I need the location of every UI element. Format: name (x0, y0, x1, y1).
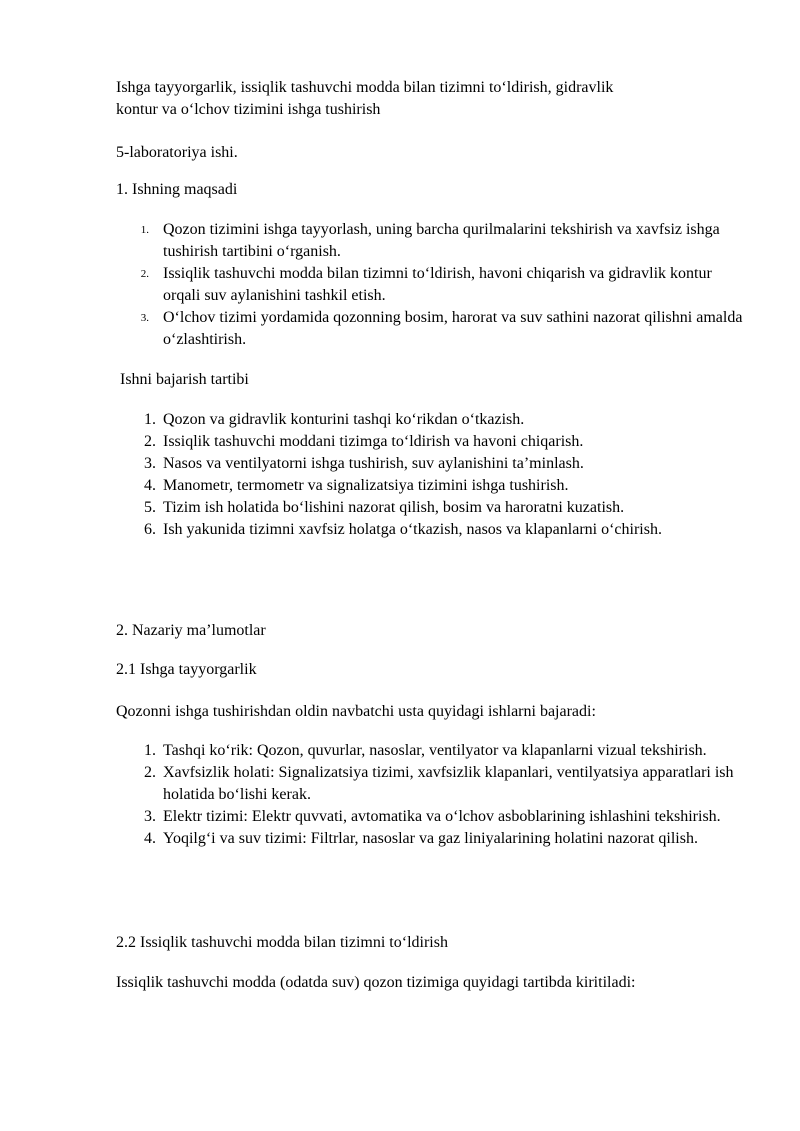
section-1-heading: 1. Ishning maqsadi (116, 181, 238, 198)
list-item-text: Issiqlik tashuvchi modda bilan tizimni to‘ldirish, havoni chiqarish va gidravlik kontur orqali suv aylanishini tashkil etish. (163, 265, 712, 304)
document-title-line-2: kontur va o‘lchov tizimini ishga tushirish (116, 101, 381, 118)
list-item-text: Issiqlik tashuvchi moddani tizimga to‘ldirish va havoni chiqarish. (163, 433, 584, 450)
list-item-text: Elektr tizimi: Elektr quvvati, avtomatika va o‘lchov asboblarining ishlashini tekshirish. (163, 808, 721, 825)
list-item-number: 4. (144, 830, 156, 847)
list-item (116, 497, 746, 519)
list-item-text: Manometr, termometr va signalizatsiya tizimini ishga tushirish. (163, 477, 569, 494)
list-item-number: 2. (140, 268, 149, 280)
list-item (116, 307, 746, 351)
list-item-text: Xavfsizlik holati: Signalizatsiya tizimi, xavfsizlik klapanlari, ventilyatsiya apparatlari ish holatida bo‘lishi kerak. (163, 764, 734, 803)
list-item-number: 1. (140, 224, 149, 236)
list-item (116, 453, 746, 475)
section-2-1-intro: Qozonni ishga tushirishdan oldin navbatchi usta quyidagi ishlarni bajaradi: (116, 703, 596, 720)
procedure-list (116, 409, 746, 541)
list-item-text: Ish yakunida tizimni xavfsiz holatga o‘tkazish, nasos va klapanlarni o‘chirish. (163, 521, 662, 538)
document-title (116, 77, 746, 121)
list-item (116, 806, 746, 828)
list-item-number: 3. (140, 312, 149, 324)
list-item-text: Tashqi ko‘rik: Qozon, quvurlar, nasoslar, ventilyator va klapanlarni vizual tekshirish. (163, 742, 707, 759)
list-item (116, 519, 746, 541)
list-item (116, 219, 746, 263)
procedure-heading: Ishni bajarish tartibi (116, 371, 249, 388)
section-2-2-heading: 2.2 Issiqlik tashuvchi modda bilan tizimni to‘ldirish (116, 934, 448, 951)
goals-list (116, 219, 746, 351)
list-item-number: 1. (144, 411, 156, 428)
list-item (116, 762, 746, 806)
list-item-number: 6. (144, 521, 156, 538)
list-item (116, 409, 746, 431)
list-item (116, 475, 746, 497)
list-item-text: Yoqilg‘i va suv tizimi: Filtrlar, nasoslar va gaz liniyalarining holatini nazorat qilish. (163, 830, 698, 847)
list-item-number: 2. (144, 433, 156, 450)
section-2-2-intro: Issiqlik tashuvchi modda (odatda suv) qozon tizimiga quyidagi tartibda kiritiladi: (116, 974, 636, 991)
list-item-text: Qozon tizimini ishga tayyorlash, uning barcha qurilmalarini tekshirish va xavfsiz ishga tushirish tartibini o‘rganish. (163, 221, 720, 260)
list-item-number: 5. (144, 499, 156, 516)
list-item-text: Tizim ish holatida bo‘lishini nazorat qilish, bosim va haroratni kuzatish. (163, 499, 625, 516)
list-item (116, 263, 746, 307)
list-item-text: Nasos va ventilyatorni ishga tushirish, suv aylanishini ta’minlash. (163, 455, 584, 472)
list-item-number: 2. (144, 764, 156, 781)
list-item-number: 3. (144, 808, 156, 825)
list-item (116, 828, 746, 850)
section-2-1-heading: 2.1 Ishga tayyorgarlik (116, 661, 257, 678)
document-title-line-1: Ishga tayyorgarlik, issiqlik tashuvchi modda bilan tizimni to‘ldirish, gidravlik (116, 79, 614, 96)
list-item-number: 3. (144, 455, 156, 472)
preparation-list (116, 740, 746, 850)
list-item (116, 740, 746, 762)
list-item-number: 4. (144, 477, 156, 494)
list-item-number: 1. (144, 742, 156, 759)
list-item-text: Qozon va gidravlik konturini tashqi ko‘rikdan o‘tkazish. (163, 411, 525, 428)
list-item (116, 431, 746, 453)
list-item-text: O‘lchov tizimi yordamida qozonning bosim, harorat va suv sathini nazorat qilishni amalda o‘zlashtirish. (163, 309, 743, 348)
section-2-heading: 2. Nazariy ma’lumotlar (116, 622, 266, 639)
lab-number: 5-laboratoriya ishi. (116, 144, 238, 161)
